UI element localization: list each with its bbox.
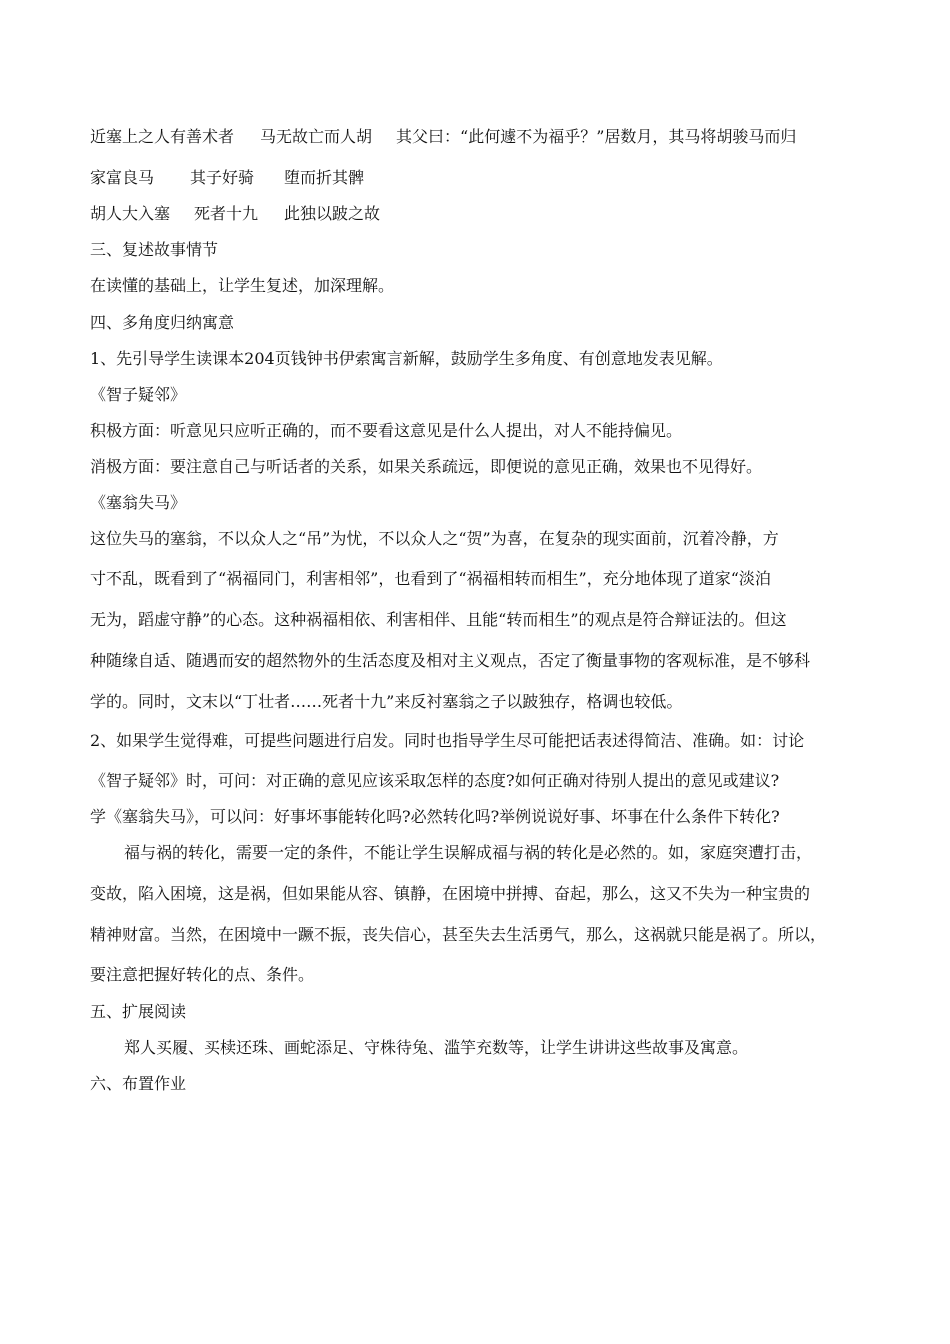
section-6-heading: 六、布置作业 [90, 1074, 187, 1093]
positive-aspect: 积极方面：听意见只应听正确的，而不要看这意见是什么人提出，对人不能持偏见。 [90, 421, 683, 440]
conversion-paragraph-line: 要注意把握好转化的点、条件。 [90, 965, 315, 984]
saiweng-paragraph-line: 寸不乱，既看到了“祸福同门，利害相邻”，也看到了“祸福相转而相生”，充分地体现了道家“淡泊 [90, 569, 771, 588]
vocab-phrase: 近塞上之人有善术者 [90, 127, 235, 146]
vocab-phrase: 此独以跛之故 [284, 204, 381, 223]
section-4-item-2-line: 2、如果学生觉得难，可提些问题进行启发。同时也指导学生尽可能把话表述得简洁、准确。如：讨论 [90, 731, 805, 750]
section-4-item-2-line: 学《塞翁失马》，可以问：好事坏事能转化吗?必然转化吗?举例说说好事、坏事在什么条件下转化? [90, 807, 780, 826]
vocab-row-3 [90, 204, 880, 224]
vocab-row-1 [90, 127, 880, 147]
section-3-heading: 三、复述故事情节 [90, 240, 219, 259]
vocab-phrase: 马无故亡而人胡 [260, 127, 373, 146]
saiweng-paragraph-line: 学的。同时，文末以“丁壮者……死者十九”来反衬塞翁之子以跛独存，格调也较低。 [90, 692, 683, 711]
conversion-paragraph-line: 福与祸的转化，需要一定的条件，不能让学生误解成福与祸的转化是必然的。如，家庭突遭打击， [124, 843, 813, 862]
conversion-paragraph-line: 精神财富。当然，在困境中一蹶不振，丧失信心，甚至失去生活勇气，那么，这祸就只能是祸了。所以， [90, 925, 827, 944]
section-3-text: 在读懂的基础上，让学生复述，加深理解。 [90, 276, 395, 295]
vocab-row-2 [90, 168, 880, 188]
story-title-saiweng: 《塞翁失马》 [90, 493, 187, 512]
section-5-text: 郑人买履、买椟还珠、画蛇添足、守株待兔、滥竽充数等，让学生讲讲这些故事及寓意。 [124, 1038, 749, 1057]
vocab-phrase: 堕而折其髀 [284, 168, 365, 187]
section-4-item-2-line: 《智子疑邻》时，可问：对正确的意见应该采取怎样的态度?如何正确对待别人提出的意见或建议? [90, 771, 780, 790]
saiweng-paragraph-line: 种随缘自适、随遇而安的超然物外的生活态度及相对主义观点，否定了衡量事物的客观标准，是不够科 [90, 651, 811, 670]
negative-aspect: 消极方面：要注意自己与听话者的关系，如果关系疏远，即便说的意见正确，效果也不见得好。 [90, 457, 763, 476]
vocab-phrase: 其子好骑 [190, 168, 255, 187]
saiweng-paragraph-line: 这位失马的塞翁，不以众人之“吊”为忧，不以众人之“贺”为喜，在复杂的现实面前，沉着冷静，方 [90, 529, 779, 548]
vocab-phrase: 其父曰：“此何遽不为福乎？”居数月，其马将胡骏马而归 [396, 127, 797, 146]
section-5-heading: 五、扩展阅读 [90, 1002, 187, 1021]
conversion-paragraph-line: 变故，陷入困境，这是祸，但如果能从容、镇静，在困境中拼搏、奋起，那么，这又不失为一种宝贵的 [90, 884, 811, 903]
saiweng-paragraph-line: 无为，蹈虚守静”的心态。这种祸福相依、利害相伴、且能“转而相生”的观点是符合辩证法的。但这 [90, 610, 787, 629]
section-4-heading: 四、多角度归纳寓意 [90, 313, 235, 332]
vocab-phrase: 死者十九 [194, 204, 259, 223]
vocab-phrase: 家富良马 [90, 168, 155, 187]
section-4-item-1: 1、先引导学生读课本204页钱钟书伊索寓言新解，鼓励学生多角度、有创意地发表见解。 [90, 349, 723, 368]
vocab-phrase: 胡人大入塞 [90, 204, 171, 223]
story-title-zhizi: 《智子疑邻》 [90, 385, 187, 404]
